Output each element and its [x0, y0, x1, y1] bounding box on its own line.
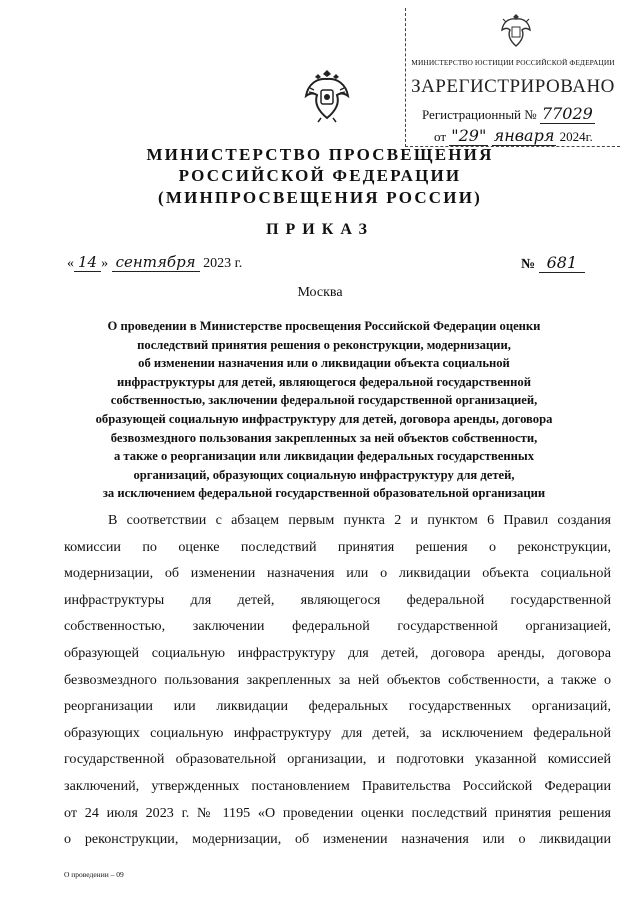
body-line: образующих социальную инфраструктуру для детей, за исключением федеральной	[64, 724, 611, 741]
coat-of-arms-icon	[304, 68, 350, 124]
stamp-date-prefix: от	[434, 129, 447, 144]
body-line: собственностью, заключении федеральной государственной организацией,	[64, 618, 611, 635]
title-line: образующей социальную инфраструктуру для детей, договора аренды, договора	[95, 411, 553, 426]
stamp-date-day: "29"	[451, 126, 487, 145]
stamp-reg-line	[422, 104, 595, 123]
title-line: О проведении в Министерстве просвещения Российской Федерации оценки	[107, 319, 541, 333]
body-line: реорганизации или ликвидации федеральных государственных организаций,	[64, 698, 611, 715]
order-year: 2023 г.	[203, 256, 243, 271]
order-month: сентября	[112, 253, 200, 272]
quote-close: »	[101, 256, 109, 271]
order-number-label: №	[521, 257, 536, 272]
stamp-date-year: 2024г.	[559, 129, 593, 144]
stamp-date-month: января	[493, 126, 555, 145]
document-type: ПРИКАЗ	[266, 221, 374, 238]
title-line: организаций, образующих социальную инфраструктуру для детей,	[133, 467, 515, 482]
title-line: безвозмездного пользования закрепленных за ней объектов собственности,	[110, 430, 538, 445]
body-line: В соответствии с абзацем первым пункта 2 и пунктом 6 Правил создания	[108, 512, 611, 528]
body-line: от 24 июля 2023 г. № 1195 «О проведении оценки последствий принятия решения	[64, 804, 611, 821]
ministry-name-line1: МИНИСТЕРСТВО ПРОСВЕЩЕНИЯ	[146, 145, 494, 164]
stamp-ministry: МИНИСТЕРСТВО ЮСТИЦИИ РОССИЙСКОЙ ФЕДЕРАЦИИ	[411, 58, 615, 67]
body-line: заключений, утвержденных постановлением Правительства Российской Федерации	[64, 777, 611, 794]
order-number-value: 681	[539, 253, 586, 273]
order-day: 14	[74, 253, 101, 272]
ministry-name-line2: РОССИЙСКОЙ ФЕДЕРАЦИИ	[178, 166, 462, 185]
body-line: инфраструктуры для детей, являющегося федеральной государственной	[64, 591, 611, 608]
order-body	[64, 507, 611, 853]
body-line: модернизации, об изменении назначения или о ликвидации объекта социальной	[64, 565, 611, 582]
ministry-short-name: (МИНПРОСВЕЩЕНИЯ РОССИИ)	[157, 188, 482, 207]
title-line: инфраструктуры для детей, являющегося федеральной государственной	[117, 374, 531, 389]
stamp-date-line	[434, 126, 593, 145]
footer-note: О проведении – 09	[64, 870, 124, 879]
title-line: а также о реорганизации или ликвидации федеральных государственных	[113, 449, 534, 464]
title-line: последствий принятия решения о реконструкции, модернизации,	[137, 337, 511, 352]
coat-of-arms-icon	[499, 10, 533, 50]
body-line: государственной образовательной организации, и подготовки указанной комиссией	[64, 751, 611, 768]
order-date	[67, 253, 242, 272]
title-line: собственностью, заключении федеральной государственной организацией,	[110, 393, 538, 408]
stamp-status: ЗАРЕГИСТРИРОВАНО	[411, 76, 615, 97]
body-line: комиссии по оценке последствий принятия решения о реконструкции,	[64, 538, 611, 555]
body-line: о реконструкции, модернизации, об изменении назначения или о ликвидации	[64, 831, 611, 848]
stamp-reg-label: Регистрационный №	[422, 107, 537, 122]
order-number	[521, 253, 585, 273]
body-line: безвозмездного пользования закрепленных за ней объектов собственности, а также о	[64, 671, 611, 688]
body-line: образующей социальную инфраструктуру для детей, договора аренды, договора	[64, 644, 611, 661]
quote-open: «	[67, 256, 74, 271]
stamp-reg-number: 77029	[541, 104, 593, 123]
title-line: за исключением федеральной государственной образовательной организации	[102, 486, 546, 501]
order-city: Москва	[297, 285, 343, 300]
title-line: об изменении назначения или о ликвидации объекта социальной	[138, 356, 510, 371]
order-title	[52, 317, 596, 503]
registration-stamp	[405, 8, 620, 147]
